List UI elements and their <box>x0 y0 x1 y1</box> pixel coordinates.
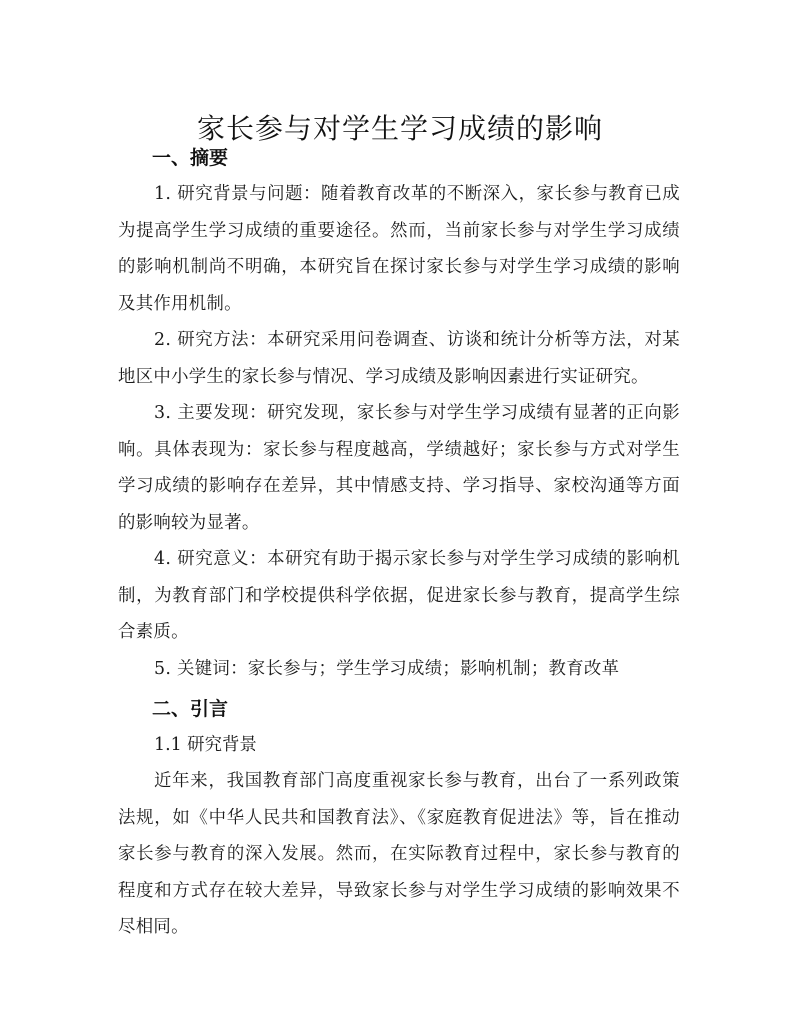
subsection-heading-background: 1.1 研究背景 <box>154 735 257 755</box>
introduction-paragraph: 近年来，我国教育部门高度重视家长参与教育，出台了一系列政策法规，如《中华人民共和国教育法》、《家庭教育促进法》等，旨在推动家长参与教育的深入发展。然而，在实际教育过程中，家长参与教育的程度和方式存在较大差异，导致家长参与对学生学习成绩的影响效果不尽相同。 <box>118 771 680 937</box>
document-body <box>118 140 680 946</box>
abstract-paragraph-findings: 3. 主要发现：研究发现，家长参与对学生学习成绩有显著的正向影响。具体表现为：家长参与程度越高，学绩越好；家长参与方式对学生学习成绩的影响存在差异，其中情感支持、学习指导、家校沟通等方面的影响较为显著。 <box>118 403 680 533</box>
section-heading-introduction: 二、引言 <box>152 698 229 720</box>
abstract-paragraph-significance: 4. 研究意义：本研究有助于揭示家长参与对学生学习成绩的影响机制，为教育部门和学校提供科学依据，促进家长参与教育，提高学生综合素质。 <box>118 549 680 642</box>
abstract-paragraph-methods: 2. 研究方法：本研究采用问卷调查、访谈和统计分析等方法，对某地区中小学生的家长参与情况、学习成绩及影响因素进行实证研究。 <box>118 330 680 387</box>
section-heading-abstract: 一、摘要 <box>152 147 229 169</box>
abstract-paragraph-keywords: 5. 关键词：家长参与；学生学习成绩；影响机制；教育改革 <box>154 658 620 679</box>
abstract-paragraph-background: 1. 研究背景与问题：随着教育改革的不断深入，家长参与教育已成为提高学生学习成绩的重要途径。然而，当前家长参与对学生学习成绩的影响机制尚不明确，本研究旨在探讨家长参与对学生学习成绩的影响及其作用机制。 <box>118 184 680 314</box>
document-title: 家长参与对学生学习成绩的影响 <box>196 111 603 145</box>
